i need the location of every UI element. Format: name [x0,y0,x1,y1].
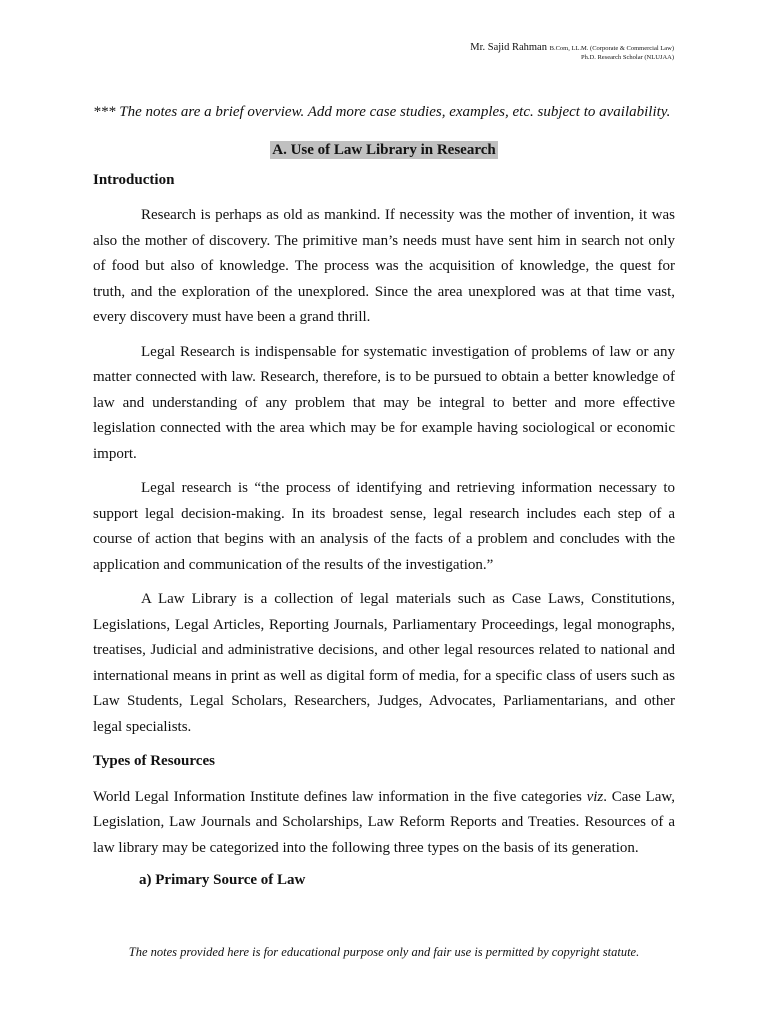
types-text-before: World Legal Information Institute defines law information in the five categories [93,788,587,805]
author-name: Mr. Sajid Rahman [470,42,547,53]
phd-line: Ph.D. Research Scholar (NLUJAA) [581,54,674,62]
overview-note: *** The notes are a brief overview. Add more case studies, examples, etc. subject to availability. [93,104,671,120]
author-line [470,42,674,54]
types-of-resources-heading: Types of Resources [93,753,215,769]
paragraph-law-library: A Law Library is a collection of legal materials such as Case Laws, Constitutions, Legislations, Legal Articles, Reporting Journals, Parliamentary Proceedings, legal monographs, treatises, Judicial and administrative decisions, and other legal resources related to national and international means in print as well as digital form of media, for a specific class of users such as Law Students, Legal Scholars, Researchers, Judges, Advocates, Parliamentarians, and other legal specialists. [93,591,675,735]
introduction-heading: Introduction [93,171,175,188]
author-credentials: B.Com, LL.M. (Corporate & Commercial Law) [549,45,674,52]
footer-disclaimer: The notes provided here is for educational purpose only and fair use is permitted by copyright statute. [128,945,640,959]
section-title [93,141,675,159]
types-text-after: . Case Law, Legislation, Law Journals and Scholarships, Law Reform Reports and Treaties. Resources of a law library may be categorized into the following three types on the basis of its generation. [93,788,675,856]
paragraph-research-origins: Research is perhaps as old as mankind. If necessity was the mother of invention, it was also the mother of discovery. The primitive man’s needs must have sent him in search not only of food but also of knowledge. The process was the acquisition of knowledge, the quest for truth, and the exploration of the unexplored. Since the area unexplored was at that time vast, every discovery must have been a grand thrill. [93,207,675,325]
paragraph-types-of-resources [93,785,675,862]
document-body [93,100,675,904]
primary-source-heading: a) Primary Source of Law [139,872,306,888]
viz-abbreviation: viz [586,788,604,805]
paragraph-legal-research-definition: Legal research is “the process of identifying and retrieving information necessary to support legal decision-making. In its broadest sense, legal research includes each step of a course of action that begins with an analysis of the facts of a problem and concludes with the application and communication of the results of the investigation.” [93,480,675,573]
page-header [470,42,674,62]
paragraph-legal-research: Legal Research is indispensable for systematic investigation of problems of law or any matter connected with law. Research, therefore, is to be pursued to obtain a better knowledge of law and understanding of any problem that may be integral to better and more effective legislation connected with the area which may be for example having sociological or economic import. [93,343,675,462]
section-title-text: A. Use of Law Library in Research [272,141,496,158]
